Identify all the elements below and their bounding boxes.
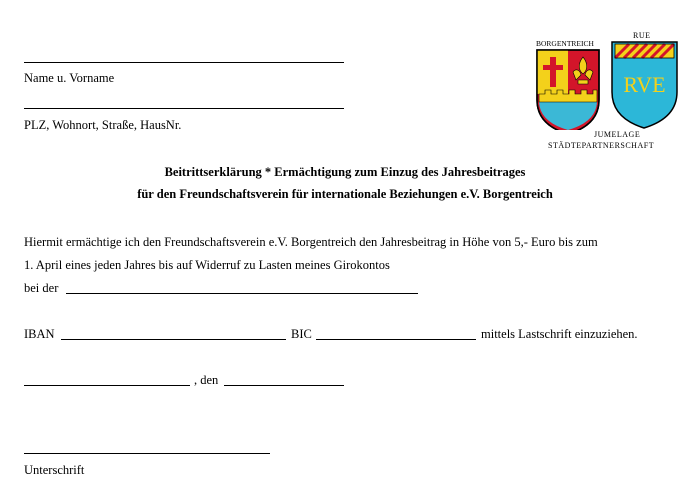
address-line[interactable] [24,108,344,109]
left-shield-label: BORGENTREICH [536,39,594,48]
date-separator: , den [194,373,219,387]
authorization-text-line2: 1. April eines jeden Jahres bis auf Widerruf zu Lasten meines Girokontos [24,258,390,272]
document-title-line2: für den Freundschaftsverein für internationale Beziehungen e.V. Borgentreich [137,187,553,201]
iban-suffix-text: mittels Lastschrift einzuziehen. [481,327,638,341]
authorization-text-line1: Hiermit ermächtige ich den Freundschaftsverein e.V. Borgentreich den Jahresbeitrag in Höhe von 5,- Euro bis zum [24,235,598,249]
date-line[interactable] [224,385,344,386]
address-label: PLZ, Wohnort, Straße, HausNr. [24,118,182,132]
right-shield-letters: RVE [623,72,666,97]
iban-label: IBAN [24,327,55,341]
document-title-line1: Beitrittserklärung * Ermächtigung zum Einzug des Jahresbeitrages [164,165,526,179]
bic-label: BIC [291,327,312,341]
bank-name-line[interactable] [66,293,418,294]
name-label: Name u. Vorname [24,71,115,85]
logo-caption-1: JUMELAGE [594,130,641,139]
coat-of-arms-icon [532,30,682,130]
bic-line[interactable] [316,339,476,340]
signature-label: Unterschrift [24,463,85,477]
iban-line[interactable] [61,339,286,340]
signature-line[interactable] [24,453,270,454]
place-line[interactable] [24,385,190,386]
bank-label: bei der [24,281,59,295]
partnership-logo [532,30,682,155]
logo-caption-2: STÄDTEPARTNERSCHAFT [548,141,655,150]
right-shield-label: RUE [633,31,651,40]
name-line[interactable] [24,62,344,63]
